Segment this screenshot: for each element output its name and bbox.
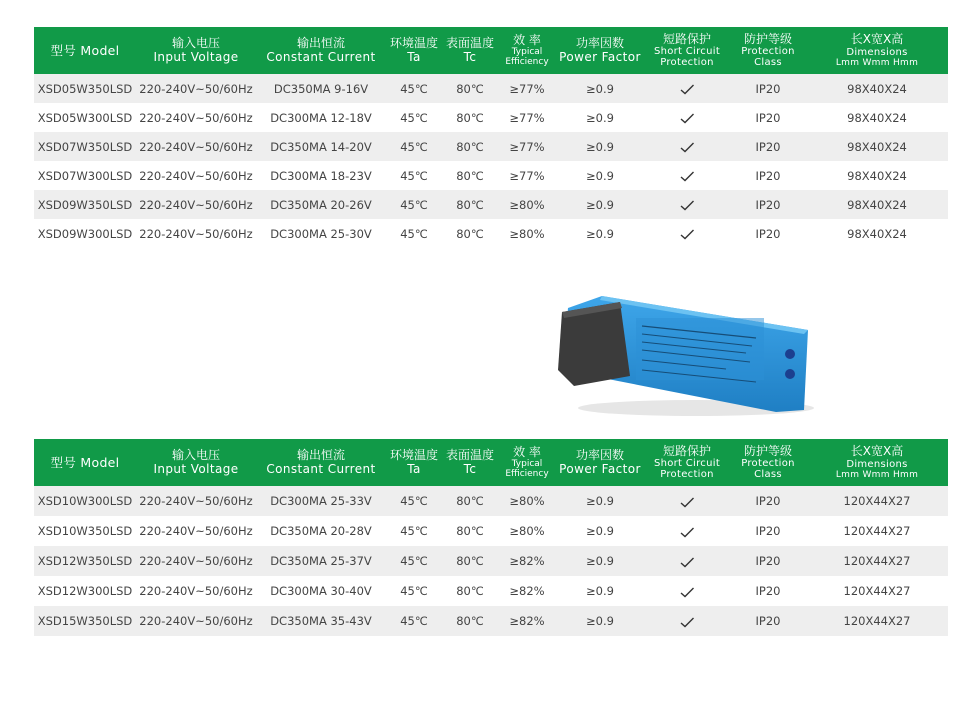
cell-ta: 45℃	[386, 576, 442, 606]
cell-dimensions: 98X40X24	[806, 219, 948, 248]
cell-power-factor: ≥0.9	[556, 606, 644, 636]
table-row	[34, 103, 948, 132]
cell-model: XSD05W300LSD	[34, 103, 136, 132]
cell-input-voltage: 220-240V~50/60Hz	[136, 103, 256, 132]
checkmark-icon	[679, 556, 695, 568]
cell-input-voltage: 220-240V~50/60Hz	[136, 546, 256, 576]
header-input-voltage: 输入电压 Input Voltage	[136, 27, 256, 74]
checkmark-icon	[679, 496, 695, 508]
cell-input-voltage: 220-240V~50/60Hz	[136, 219, 256, 248]
cell-protection-class: IP20	[730, 516, 806, 546]
cell-output-current: DC350MA 9-16V	[256, 74, 386, 103]
table-row	[34, 606, 948, 636]
table-header-row	[34, 439, 948, 486]
cell-dimensions: 98X40X24	[806, 190, 948, 219]
led-driver-product-image	[546, 290, 816, 420]
cell-ta: 45℃	[386, 606, 442, 636]
cell-protection-class: IP20	[730, 219, 806, 248]
cell-short-circuit	[644, 486, 730, 516]
checkmark-icon	[679, 170, 695, 182]
cell-tc: 80℃	[442, 161, 498, 190]
cell-tc: 80℃	[442, 606, 498, 636]
cell-power-factor: ≥0.9	[556, 103, 644, 132]
cell-input-voltage: 220-240V~50/60Hz	[136, 576, 256, 606]
cell-dimensions: 120X44X27	[806, 516, 948, 546]
cell-efficiency: ≥82%	[498, 546, 556, 576]
cell-model: XSD12W300LSD	[34, 576, 136, 606]
cell-output-current: DC350MA 20-26V	[256, 190, 386, 219]
header-case-temp: 表面温度 Tc	[442, 439, 498, 486]
table-row	[34, 219, 948, 248]
cell-efficiency: ≥82%	[498, 576, 556, 606]
table-row	[34, 516, 948, 546]
header-model: 型号 Model	[34, 27, 136, 74]
cell-model: XSD09W300LSD	[34, 219, 136, 248]
cell-efficiency: ≥77%	[498, 74, 556, 103]
cell-dimensions: 120X44X27	[806, 486, 948, 516]
cell-protection-class: IP20	[730, 103, 806, 132]
cell-efficiency: ≥80%	[498, 516, 556, 546]
cell-short-circuit	[644, 161, 730, 190]
cell-ta: 45℃	[386, 516, 442, 546]
cell-short-circuit	[644, 132, 730, 161]
checkmark-icon	[679, 83, 695, 95]
cell-output-current: DC300MA 12-18V	[256, 103, 386, 132]
header-protection-class: 防护等级 Protection Class	[730, 27, 806, 74]
header-case-temp: 表面温度 Tc	[442, 27, 498, 74]
cell-model: XSD05W350LSD	[34, 74, 136, 103]
cell-short-circuit	[644, 74, 730, 103]
cell-efficiency: ≥80%	[498, 190, 556, 219]
cell-output-current: DC350MA 14-20V	[256, 132, 386, 161]
cell-dimensions: 120X44X27	[806, 606, 948, 636]
cell-tc: 80℃	[442, 516, 498, 546]
cell-protection-class: IP20	[730, 161, 806, 190]
cell-dimensions: 98X40X24	[806, 74, 948, 103]
cell-tc: 80℃	[442, 219, 498, 248]
cell-ta: 45℃	[386, 219, 442, 248]
checkmark-icon	[679, 199, 695, 211]
cell-dimensions: 120X44X27	[806, 576, 948, 606]
cell-input-voltage: 220-240V~50/60Hz	[136, 606, 256, 636]
cell-input-voltage: 220-240V~50/60Hz	[136, 516, 256, 546]
cell-ta: 45℃	[386, 161, 442, 190]
cell-ta: 45℃	[386, 546, 442, 576]
cell-output-current: DC300MA 25-33V	[256, 486, 386, 516]
cell-tc: 80℃	[442, 486, 498, 516]
cell-tc: 80℃	[442, 132, 498, 161]
cell-input-voltage: 220-240V~50/60Hz	[136, 190, 256, 219]
checkmark-icon	[679, 228, 695, 240]
table-row	[34, 161, 948, 190]
cell-model: XSD12W350LSD	[34, 546, 136, 576]
cell-output-current: DC350MA 35-43V	[256, 606, 386, 636]
header-dimensions: 长X宽X高 Dimensions Lmm Wmm Hmm	[806, 27, 948, 74]
cell-output-current: DC350MA 20-28V	[256, 516, 386, 546]
header-efficiency: 效 率 Typical Efficiency	[498, 439, 556, 486]
cell-model: XSD10W350LSD	[34, 516, 136, 546]
header-model: 型号 Model	[34, 439, 136, 486]
cell-output-current: DC300MA 25-30V	[256, 219, 386, 248]
cell-power-factor: ≥0.9	[556, 74, 644, 103]
cell-power-factor: ≥0.9	[556, 486, 644, 516]
header-ambient-temp: 环境温度 Ta	[386, 27, 442, 74]
table-row	[34, 546, 948, 576]
cell-input-voltage: 220-240V~50/60Hz	[136, 486, 256, 516]
cell-efficiency: ≥77%	[498, 132, 556, 161]
cell-protection-class: IP20	[730, 546, 806, 576]
checkmark-icon	[679, 616, 695, 628]
cell-ta: 45℃	[386, 486, 442, 516]
cell-short-circuit	[644, 516, 730, 546]
cell-input-voltage: 220-240V~50/60Hz	[136, 74, 256, 103]
cell-model: XSD09W350LSD	[34, 190, 136, 219]
checkmark-icon	[679, 141, 695, 153]
header-short-circuit: 短路保护 Short Circuit Protection	[644, 27, 730, 74]
table-row	[34, 190, 948, 219]
header-power-factor: 功率因数 Power Factor	[556, 27, 644, 74]
cell-protection-class: IP20	[730, 576, 806, 606]
cell-ta: 45℃	[386, 74, 442, 103]
cell-model: XSD10W300LSD	[34, 486, 136, 516]
header-power-factor: 功率因数 Power Factor	[556, 439, 644, 486]
cell-protection-class: IP20	[730, 132, 806, 161]
cell-ta: 45℃	[386, 103, 442, 132]
cell-dimensions: 98X40X24	[806, 103, 948, 132]
header-efficiency: 效 率 Typical Efficiency	[498, 27, 556, 74]
cell-tc: 80℃	[442, 546, 498, 576]
cell-power-factor: ≥0.9	[556, 516, 644, 546]
cell-power-factor: ≥0.9	[556, 219, 644, 248]
table-row	[34, 486, 948, 516]
cell-efficiency: ≥80%	[498, 219, 556, 248]
header-input-voltage: 输入电压 Input Voltage	[136, 439, 256, 486]
cell-power-factor: ≥0.9	[556, 161, 644, 190]
cell-efficiency: ≥80%	[498, 486, 556, 516]
checkmark-icon	[679, 526, 695, 538]
cell-protection-class: IP20	[730, 190, 806, 219]
cell-output-current: DC350MA 25-37V	[256, 546, 386, 576]
cell-ta: 45℃	[386, 132, 442, 161]
header-ambient-temp: 环境温度 Ta	[386, 439, 442, 486]
cell-model: XSD07W350LSD	[34, 132, 136, 161]
cell-protection-class: IP20	[730, 606, 806, 636]
cell-short-circuit	[644, 546, 730, 576]
header-protection-class: 防护等级 Protection Class	[730, 439, 806, 486]
cell-short-circuit	[644, 103, 730, 132]
cell-tc: 80℃	[442, 190, 498, 219]
cell-power-factor: ≥0.9	[556, 132, 644, 161]
table-row	[34, 132, 948, 161]
cell-efficiency: ≥82%	[498, 606, 556, 636]
cell-power-factor: ≥0.9	[556, 576, 644, 606]
spec-table-small	[34, 27, 948, 248]
header-dimensions: 长X宽X高 Dimensions Lmm Wmm Hmm	[806, 439, 948, 486]
checkmark-icon	[679, 586, 695, 598]
cell-protection-class: IP20	[730, 74, 806, 103]
cell-model: XSD07W300LSD	[34, 161, 136, 190]
header-short-circuit: 短路保护 Short Circuit Protection	[644, 439, 730, 486]
cell-short-circuit	[644, 606, 730, 636]
cell-input-voltage: 220-240V~50/60Hz	[136, 161, 256, 190]
header-output-current: 输出恒流 Constant Current	[256, 27, 386, 74]
cell-output-current: DC300MA 30-40V	[256, 576, 386, 606]
cell-tc: 80℃	[442, 576, 498, 606]
spec-table-large	[34, 439, 948, 636]
cell-dimensions: 98X40X24	[806, 132, 948, 161]
cell-efficiency: ≥77%	[498, 103, 556, 132]
cell-dimensions: 98X40X24	[806, 161, 948, 190]
cell-short-circuit	[644, 190, 730, 219]
cell-output-current: DC300MA 18-23V	[256, 161, 386, 190]
cell-power-factor: ≥0.9	[556, 546, 644, 576]
cell-efficiency: ≥77%	[498, 161, 556, 190]
cell-dimensions: 120X44X27	[806, 546, 948, 576]
cell-short-circuit	[644, 219, 730, 248]
table-row	[34, 74, 948, 103]
checkmark-icon	[679, 112, 695, 124]
cell-model: XSD15W350LSD	[34, 606, 136, 636]
cell-tc: 80℃	[442, 103, 498, 132]
header-output-current: 输出恒流 Constant Current	[256, 439, 386, 486]
cell-short-circuit	[644, 576, 730, 606]
cell-power-factor: ≥0.9	[556, 190, 644, 219]
cell-ta: 45℃	[386, 190, 442, 219]
cell-input-voltage: 220-240V~50/60Hz	[136, 132, 256, 161]
table-header-row	[34, 27, 948, 74]
cell-protection-class: IP20	[730, 486, 806, 516]
cell-tc: 80℃	[442, 74, 498, 103]
table-row	[34, 576, 948, 606]
